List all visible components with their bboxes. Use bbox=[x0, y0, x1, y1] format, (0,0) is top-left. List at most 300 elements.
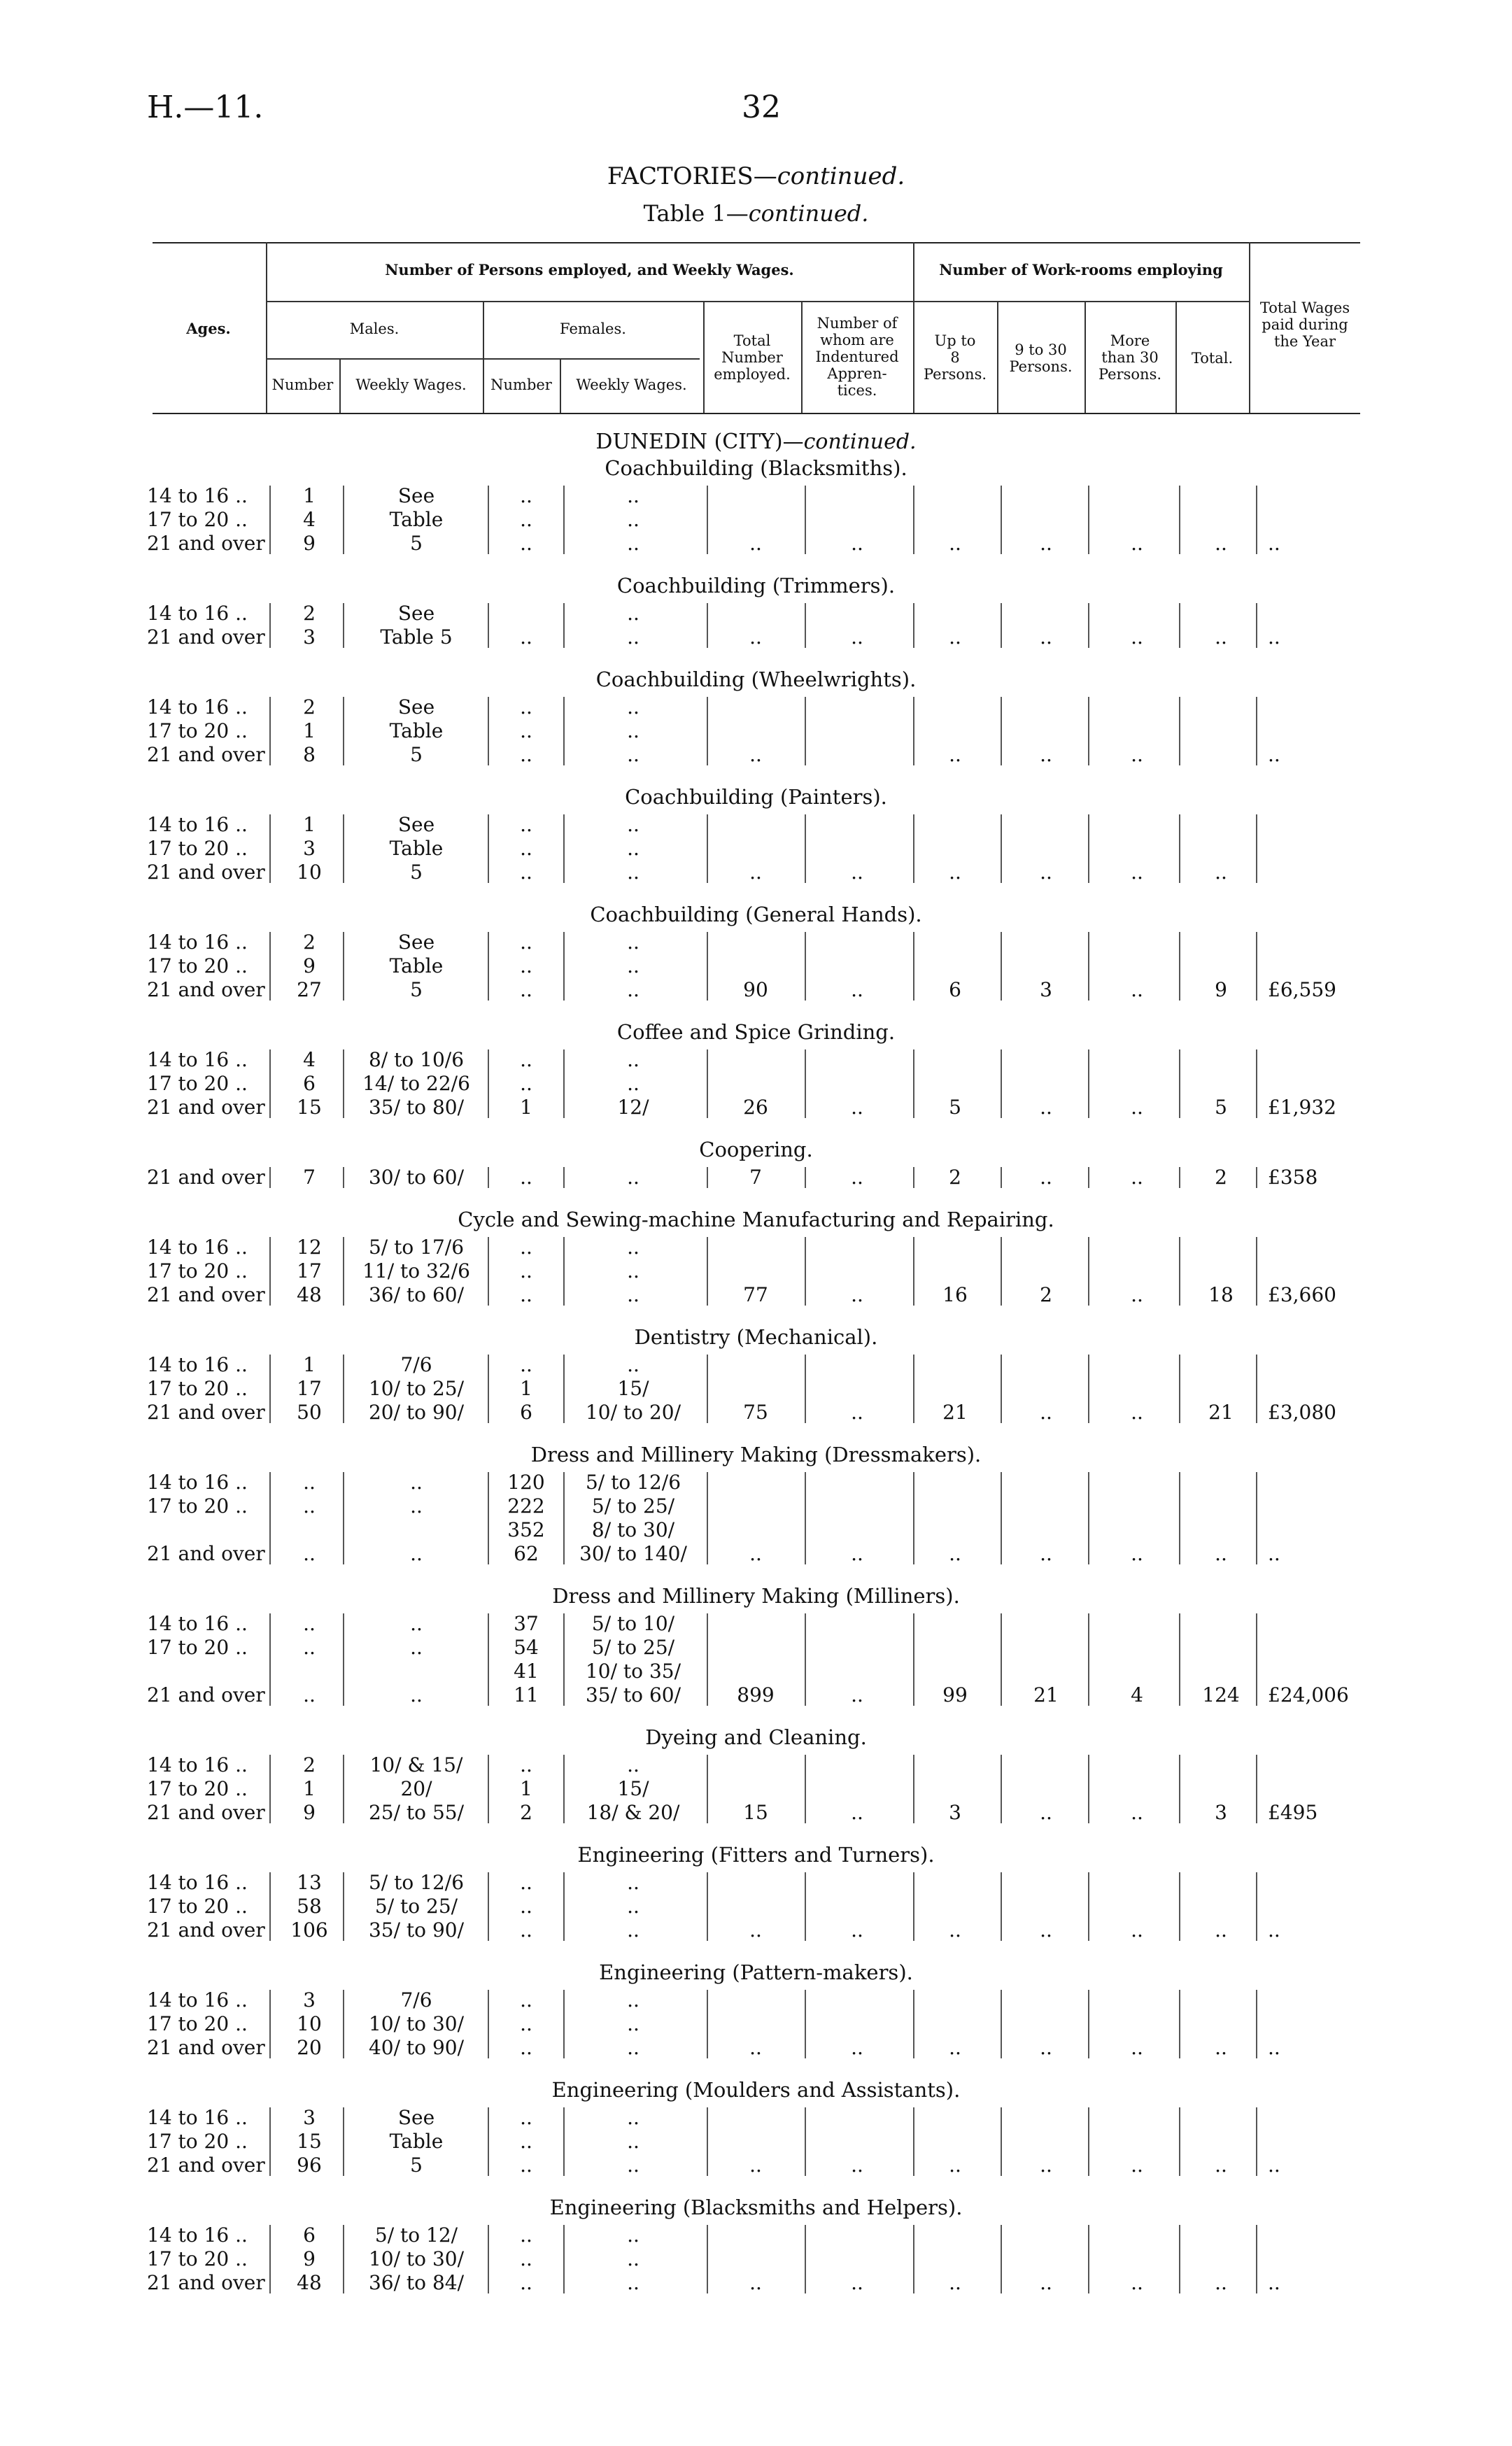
column-separator bbox=[1179, 1167, 1180, 1188]
header-divider bbox=[483, 301, 484, 413]
column-separator bbox=[1088, 932, 1089, 1001]
females-number-cell: .. bbox=[520, 1353, 532, 1376]
females-number-cell: 1 bbox=[520, 1096, 532, 1119]
age-cell: 21 and over bbox=[147, 1918, 265, 1942]
age-cell: 17 to 20 .. bbox=[147, 837, 248, 860]
column-separator bbox=[343, 932, 344, 1001]
males-wages-cell: .. bbox=[410, 1542, 423, 1565]
col-females-wages: Weekly Wages. bbox=[576, 376, 687, 393]
females-wages-cell: .. bbox=[627, 2271, 640, 2294]
column-separator bbox=[805, 814, 806, 883]
females-number-cell: .. bbox=[520, 1072, 532, 1095]
females-wages-cell: .. bbox=[627, 1895, 640, 1918]
city-heading bbox=[0, 430, 1512, 454]
females-wages-cell: .. bbox=[627, 1283, 640, 1306]
total-employed-cell: .. bbox=[749, 625, 762, 649]
column-separator bbox=[1088, 2225, 1089, 2293]
females-number-cell: .. bbox=[520, 954, 532, 977]
column-separator bbox=[1179, 932, 1180, 1001]
males-wages-cell: Table bbox=[389, 719, 444, 742]
column-separator bbox=[488, 1990, 489, 2058]
females-wages-cell: .. bbox=[627, 1048, 640, 1071]
column-separator bbox=[707, 2225, 708, 2293]
more-than-30-cell: .. bbox=[1131, 743, 1143, 766]
column-separator bbox=[1088, 697, 1089, 765]
col-more30-line: Persons. bbox=[1098, 366, 1162, 383]
column-separator bbox=[805, 1990, 806, 2058]
males-wages-cell: 5/ to 25/ bbox=[374, 1895, 458, 1918]
age-cell: 17 to 20 .. bbox=[147, 1895, 248, 1918]
column-separator bbox=[1256, 2225, 1257, 2293]
total-employed-cell: 75 bbox=[743, 1401, 768, 1424]
col-apprentices-line: tices. bbox=[837, 382, 877, 399]
column-separator bbox=[563, 1167, 565, 1188]
column-separator bbox=[488, 697, 489, 765]
column-separator bbox=[563, 1990, 565, 2058]
column-separator bbox=[488, 814, 489, 883]
age-cell: 17 to 20 .. bbox=[147, 2247, 248, 2270]
total-employed-cell: .. bbox=[749, 743, 762, 766]
age-cell: 21 and over bbox=[147, 1166, 265, 1189]
column-separator bbox=[269, 1613, 271, 1706]
column-separator bbox=[1256, 1237, 1257, 1306]
males-number-cell: 6 bbox=[303, 2224, 316, 2247]
total-wages-cell: .. bbox=[1268, 625, 1280, 649]
age-cell: 14 to 16 .. bbox=[147, 1753, 248, 1776]
column-separator bbox=[707, 1049, 708, 1118]
apprentices-cell: .. bbox=[851, 2271, 863, 2294]
col-ages: Ages. bbox=[186, 320, 231, 337]
upto8-cell: .. bbox=[949, 532, 961, 555]
col-females: Females. bbox=[560, 320, 626, 337]
column-separator bbox=[1256, 1355, 1257, 1423]
column-separator bbox=[1256, 603, 1257, 648]
males-number-cell: 10 bbox=[297, 2012, 322, 2035]
nine-to-30-cell: .. bbox=[1040, 2154, 1052, 2177]
column-separator bbox=[269, 486, 271, 554]
total-wages-cell: £24,006 bbox=[1268, 1683, 1349, 1706]
column-separator bbox=[488, 486, 489, 554]
column-separator bbox=[269, 1167, 271, 1188]
females-number-cell: .. bbox=[520, 931, 532, 954]
total-employed-cell: .. bbox=[749, 861, 762, 884]
upto8-cell: .. bbox=[949, 743, 961, 766]
col-more30-line: More bbox=[1110, 332, 1150, 349]
females-wages-cell: .. bbox=[627, 1236, 640, 1259]
nine-to-30-cell: .. bbox=[1040, 625, 1052, 649]
column-separator bbox=[913, 1472, 914, 1564]
males-wages-cell: 10/ to 25/ bbox=[368, 1377, 465, 1400]
column-separator bbox=[563, 486, 565, 554]
total-wages-cell: .. bbox=[1268, 1918, 1280, 1942]
apprentices-cell: .. bbox=[851, 2154, 863, 2177]
females-number-cell: 352 bbox=[507, 1518, 545, 1541]
females-number-cell: .. bbox=[520, 1918, 532, 1942]
upto8-cell: 21 bbox=[942, 1401, 968, 1424]
age-cell: 21 and over bbox=[147, 2154, 265, 2177]
column-separator bbox=[488, 2225, 489, 2293]
males-number-cell: 20 bbox=[297, 2036, 322, 2059]
column-separator bbox=[913, 814, 914, 883]
males-wages-cell: 5 bbox=[410, 861, 423, 884]
col-total-employed-line: employed. bbox=[714, 366, 791, 383]
total-wages-cell: .. bbox=[1268, 743, 1280, 766]
females-wages-cell: .. bbox=[627, 2106, 640, 2129]
column-separator bbox=[343, 1355, 344, 1423]
age-cell: 17 to 20 .. bbox=[147, 1494, 248, 1518]
more-than-30-cell: .. bbox=[1131, 2036, 1143, 2059]
males-wages-cell: 5/ to 17/6 bbox=[368, 1236, 465, 1259]
column-separator bbox=[343, 1872, 344, 1941]
column-separator bbox=[707, 603, 708, 648]
col-more30-line: than 30 bbox=[1101, 349, 1159, 366]
males-number-cell: 106 bbox=[290, 1918, 328, 1942]
more-than-30-cell: .. bbox=[1131, 861, 1143, 884]
age-cell: 21 and over bbox=[147, 532, 265, 555]
total-employed-cell: .. bbox=[749, 2154, 762, 2177]
nine-to-30-cell: .. bbox=[1040, 1542, 1052, 1565]
column-separator bbox=[1001, 1755, 1002, 1823]
table-title-italic: continued. bbox=[748, 200, 869, 227]
males-wages-cell: 8/ to 10/6 bbox=[368, 1048, 465, 1071]
males-wages-cell: 25/ to 55/ bbox=[368, 1801, 465, 1824]
column-separator bbox=[1001, 486, 1002, 554]
column-separator bbox=[269, 2225, 271, 2293]
age-cell: 21 and over bbox=[147, 2036, 265, 2059]
column-separator bbox=[269, 1472, 271, 1564]
males-wages-cell: 10/ to 30/ bbox=[368, 2012, 465, 2035]
males-number-cell: 3 bbox=[303, 2106, 316, 2129]
section-title: Coffee and Spice Grinding. bbox=[616, 1020, 896, 1044]
title-main: FACTORIES— bbox=[607, 162, 777, 190]
age-cell: 17 to 20 .. bbox=[147, 954, 248, 977]
age-cell: 21 and over bbox=[147, 1283, 265, 1306]
age-cell: 14 to 16 .. bbox=[147, 1353, 248, 1376]
column-separator bbox=[488, 1472, 489, 1564]
total-employed-cell: .. bbox=[749, 1542, 762, 1565]
section-title: Coachbuilding (General Hands). bbox=[590, 903, 922, 926]
apprentices-cell: .. bbox=[851, 978, 863, 1001]
section-title: Coachbuilding (Painters). bbox=[625, 785, 887, 809]
column-separator bbox=[563, 603, 565, 648]
females-number-cell: .. bbox=[520, 978, 532, 1001]
females-number-cell: .. bbox=[520, 484, 532, 507]
workrooms-total-cell: 124 bbox=[1202, 1683, 1240, 1706]
males-number-cell: 9 bbox=[303, 532, 316, 555]
age-cell: 21 and over bbox=[147, 1542, 265, 1565]
age-cell: 21 and over bbox=[147, 2271, 265, 2294]
column-separator bbox=[1256, 1613, 1257, 1706]
column-separator bbox=[343, 1472, 344, 1564]
age-cell: 17 to 20 .. bbox=[147, 1072, 248, 1095]
females-number-cell: .. bbox=[520, 1048, 532, 1071]
column-separator bbox=[563, 697, 565, 765]
total-wages-cell: .. bbox=[1268, 1542, 1280, 1565]
upto8-cell: .. bbox=[949, 1918, 961, 1942]
column-separator bbox=[1179, 814, 1180, 883]
column-separator bbox=[1256, 2107, 1257, 2176]
apprentices-cell: .. bbox=[851, 1801, 863, 1824]
females-number-cell: 6 bbox=[520, 1401, 532, 1424]
apprentices-cell: .. bbox=[851, 1683, 863, 1706]
section-title: Coachbuilding (Wheelwrights). bbox=[595, 667, 917, 691]
column-separator bbox=[913, 1755, 914, 1823]
females-number-cell: .. bbox=[520, 2130, 532, 2153]
column-separator bbox=[563, 1755, 565, 1823]
column-separator bbox=[488, 1167, 489, 1188]
females-number-cell: 1 bbox=[520, 1377, 532, 1400]
col-more30 bbox=[1084, 332, 1175, 383]
col-apprentices-line: Appren- bbox=[827, 365, 887, 382]
nine-to-30-cell: .. bbox=[1040, 1918, 1052, 1942]
column-separator bbox=[1179, 603, 1180, 648]
workrooms-total-cell: .. bbox=[1215, 532, 1227, 555]
total-employed-cell: 77 bbox=[743, 1283, 768, 1306]
column-separator bbox=[913, 1049, 914, 1118]
females-number-cell: .. bbox=[520, 1236, 532, 1259]
nine-to-30-cell: .. bbox=[1040, 743, 1052, 766]
column-separator bbox=[913, 1355, 914, 1423]
females-number-cell: 222 bbox=[507, 1494, 545, 1518]
column-separator bbox=[1088, 486, 1089, 554]
column-separator bbox=[805, 1755, 806, 1823]
column-separator bbox=[1001, 1990, 1002, 2058]
females-wages-cell: .. bbox=[627, 954, 640, 977]
males-wages-cell: See bbox=[397, 813, 435, 836]
column-separator bbox=[913, 1237, 914, 1306]
females-number-cell: .. bbox=[520, 2224, 532, 2247]
more-than-30-cell: .. bbox=[1131, 1166, 1143, 1189]
males-wages-cell: .. bbox=[410, 1683, 423, 1706]
column-separator bbox=[563, 2107, 565, 2176]
age-cell: 14 to 16 .. bbox=[147, 1048, 248, 1071]
column-separator bbox=[269, 697, 271, 765]
males-wages-cell: Table bbox=[389, 837, 444, 860]
column-separator bbox=[1179, 1355, 1180, 1423]
age-cell: 14 to 16 .. bbox=[147, 602, 248, 625]
column-separator bbox=[488, 1755, 489, 1823]
females-number-cell: .. bbox=[520, 837, 532, 860]
column-separator bbox=[805, 697, 806, 765]
column-separator bbox=[1001, 1167, 1002, 1188]
column-separator bbox=[1179, 486, 1180, 554]
col-9to30 bbox=[997, 341, 1084, 375]
females-wages-cell: .. bbox=[627, 532, 640, 555]
column-separator bbox=[805, 2225, 806, 2293]
more-than-30-cell: .. bbox=[1131, 1096, 1143, 1119]
females-number-cell: .. bbox=[520, 625, 532, 649]
column-separator bbox=[707, 1990, 708, 2058]
females-wages-cell: .. bbox=[627, 861, 640, 884]
total-employed-cell: 26 bbox=[743, 1096, 768, 1119]
age-cell: 21 and over bbox=[147, 1683, 265, 1706]
females-wages-cell: 10/ to 35/ bbox=[585, 1660, 681, 1683]
city-italic: continued. bbox=[803, 430, 917, 454]
males-number-cell: .. bbox=[303, 1612, 316, 1635]
column-separator bbox=[913, 2225, 914, 2293]
apprentices-cell: .. bbox=[851, 1918, 863, 1942]
more-than-30-cell: .. bbox=[1131, 1401, 1143, 1424]
column-separator bbox=[563, 1872, 565, 1941]
col-total-employed-line: Total bbox=[733, 332, 771, 349]
column-separator bbox=[1001, 2225, 1002, 2293]
column-separator bbox=[1088, 1049, 1089, 1118]
workrooms-total-cell: .. bbox=[1215, 1542, 1227, 1565]
males-number-cell: 4 bbox=[303, 508, 316, 531]
males-number-cell: 58 bbox=[297, 1895, 322, 1918]
males-number-cell: .. bbox=[303, 1471, 316, 1494]
males-number-cell: .. bbox=[303, 1636, 316, 1659]
males-wages-cell: 36/ to 60/ bbox=[368, 1283, 465, 1306]
females-wages-cell: .. bbox=[627, 1166, 640, 1189]
males-number-cell: 6 bbox=[303, 1072, 316, 1095]
females-wages-cell: 5/ to 25/ bbox=[591, 1636, 675, 1659]
section-title: Cycle and Sewing-machine Manufacturing and Repairing. bbox=[458, 1208, 1054, 1231]
females-number-cell: .. bbox=[520, 1283, 532, 1306]
col-males-number: Number bbox=[271, 376, 334, 393]
col-males-wages: Weekly Wages. bbox=[355, 376, 467, 393]
age-cell: 17 to 20 .. bbox=[147, 1636, 248, 1659]
total-employed-cell: 90 bbox=[743, 978, 768, 1001]
column-separator bbox=[707, 486, 708, 554]
column-separator bbox=[1179, 1872, 1180, 1941]
males-wages-cell: 7/6 bbox=[400, 1353, 432, 1376]
apprentices-cell: .. bbox=[851, 1283, 863, 1306]
section-title: Coopering. bbox=[699, 1138, 813, 1161]
males-wages-cell: 36/ to 84/ bbox=[368, 2271, 465, 2294]
total-employed-cell: .. bbox=[749, 2271, 762, 2294]
age-cell: 17 to 20 .. bbox=[147, 1777, 248, 1800]
females-wages-cell: 35/ to 60/ bbox=[585, 1683, 681, 1706]
column-separator bbox=[805, 932, 806, 1001]
males-wages-cell: See bbox=[397, 2106, 435, 2129]
header-top-rule bbox=[153, 242, 1360, 243]
males-number-cell: 50 bbox=[297, 1401, 322, 1424]
age-cell: 14 to 16 .. bbox=[147, 931, 248, 954]
column-separator bbox=[805, 1355, 806, 1423]
females-wages-cell: .. bbox=[627, 695, 640, 719]
column-separator bbox=[563, 932, 565, 1001]
column-separator bbox=[1088, 1237, 1089, 1306]
males-number-cell: 27 bbox=[297, 978, 322, 1001]
column-separator bbox=[805, 1872, 806, 1941]
column-separator bbox=[269, 2107, 271, 2176]
females-number-cell: .. bbox=[520, 1166, 532, 1189]
column-separator bbox=[1088, 1755, 1089, 1823]
nine-to-30-cell: 2 bbox=[1040, 1283, 1052, 1306]
age-cell: 21 and over bbox=[147, 625, 265, 649]
age-cell: 21 and over bbox=[147, 1096, 265, 1119]
females-wages-cell: .. bbox=[627, 602, 640, 625]
males-wages-cell: Table bbox=[389, 954, 444, 977]
column-separator bbox=[1179, 2225, 1180, 2293]
column-separator bbox=[805, 603, 806, 648]
upto8-cell: .. bbox=[949, 625, 961, 649]
males-number-cell: 1 bbox=[303, 719, 316, 742]
column-separator bbox=[1088, 603, 1089, 648]
nine-to-30-cell: .. bbox=[1040, 1166, 1052, 1189]
males-number-cell: 15 bbox=[297, 2130, 322, 2153]
column-separator bbox=[1179, 1472, 1180, 1564]
age-cell: 17 to 20 .. bbox=[147, 1259, 248, 1282]
column-separator bbox=[343, 1990, 344, 2058]
males-number-cell: 10 bbox=[297, 861, 322, 884]
column-separator bbox=[269, 603, 271, 648]
workrooms-total-cell: .. bbox=[1215, 2036, 1227, 2059]
upto8-cell: .. bbox=[949, 2271, 961, 2294]
males-number-cell: 48 bbox=[297, 2271, 322, 2294]
column-separator bbox=[1256, 932, 1257, 1001]
report-code: H.—11. bbox=[147, 90, 264, 125]
females-number-cell: .. bbox=[520, 813, 532, 836]
column-separator bbox=[343, 2107, 344, 2176]
column-separator bbox=[488, 1237, 489, 1306]
males-number-cell: 12 bbox=[297, 1236, 322, 1259]
total-wages-cell: .. bbox=[1268, 532, 1280, 555]
column-separator bbox=[488, 1049, 489, 1118]
column-separator bbox=[343, 603, 344, 648]
females-number-cell: .. bbox=[520, 1895, 532, 1918]
upto8-cell: 3 bbox=[949, 1801, 961, 1824]
column-separator bbox=[1088, 1355, 1089, 1423]
workrooms-total-cell: 21 bbox=[1208, 1401, 1234, 1424]
column-separator bbox=[913, 2107, 914, 2176]
males-number-cell: 8 bbox=[303, 743, 316, 766]
females-wages-cell: 18/ & 20/ bbox=[586, 1801, 680, 1824]
more-than-30-cell: .. bbox=[1131, 1283, 1143, 1306]
column-separator bbox=[488, 2107, 489, 2176]
females-wages-cell: .. bbox=[627, 508, 640, 531]
age-cell: 21 and over bbox=[147, 978, 265, 1001]
males-wages-cell: 14/ to 22/6 bbox=[362, 1072, 470, 1095]
column-separator bbox=[805, 1472, 806, 1564]
column-separator bbox=[269, 1990, 271, 2058]
age-cell: 17 to 20 .. bbox=[147, 719, 248, 742]
males-number-cell: 9 bbox=[303, 2247, 316, 2270]
col-total-wages bbox=[1249, 299, 1361, 350]
females-wages-cell: .. bbox=[627, 484, 640, 507]
females-wages-cell: .. bbox=[627, 2247, 640, 2270]
females-wages-cell: .. bbox=[627, 625, 640, 649]
total-employed-cell: .. bbox=[749, 532, 762, 555]
section-title: Engineering (Moulders and Assistants). bbox=[551, 2078, 961, 2102]
males-number-cell: 2 bbox=[303, 1753, 316, 1776]
females-number-cell: 2 bbox=[520, 1801, 532, 1824]
more-than-30-cell: .. bbox=[1131, 1801, 1143, 1824]
title-main-italic: continued. bbox=[777, 162, 905, 190]
col-males: Males. bbox=[349, 320, 400, 337]
females-number-cell: .. bbox=[520, 1988, 532, 2012]
column-separator bbox=[488, 932, 489, 1001]
total-employed-cell: .. bbox=[749, 2036, 762, 2059]
column-separator bbox=[343, 1613, 344, 1706]
females-wages-cell: .. bbox=[627, 2012, 640, 2035]
females-wages-cell: .. bbox=[627, 1072, 640, 1095]
col-apprentices-line: Indentured bbox=[815, 348, 899, 365]
total-employed-cell: 899 bbox=[737, 1683, 775, 1706]
total-employed-cell: 7 bbox=[749, 1166, 762, 1189]
males-number-cell: 15 bbox=[297, 1096, 322, 1119]
column-separator bbox=[805, 1237, 806, 1306]
females-number-cell: .. bbox=[520, 2271, 532, 2294]
column-separator bbox=[1256, 1872, 1257, 1941]
males-wages-cell: 5/ to 12/6 bbox=[368, 1871, 465, 1894]
section-title: Engineering (Fitters and Turners). bbox=[577, 1843, 935, 1867]
column-separator bbox=[1256, 1167, 1257, 1188]
col-workrooms-group: Number of Work-rooms employing bbox=[939, 261, 1223, 278]
age-cell: 14 to 16 .. bbox=[147, 1871, 248, 1894]
age-cell: 14 to 16 .. bbox=[147, 484, 248, 507]
